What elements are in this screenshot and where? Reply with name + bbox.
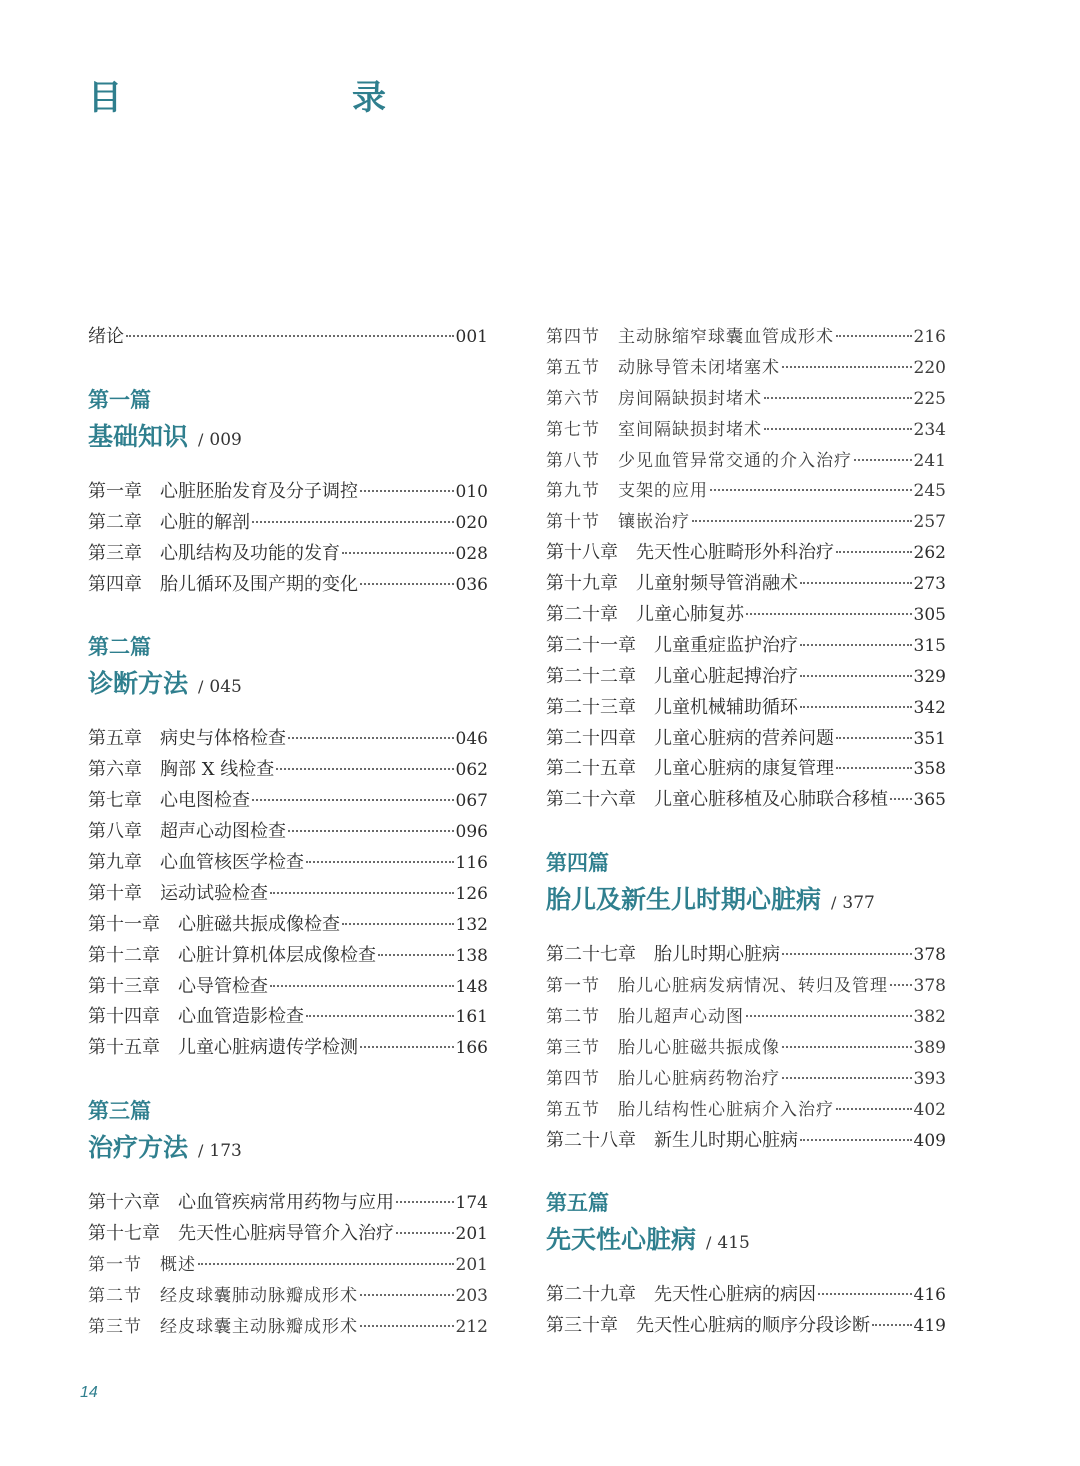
page-number: 14 [80,1384,98,1401]
spacer [88,1064,488,1094]
entry-title: 儿童心脏病的康复管理 [654,758,834,780]
entry-title: 儿童心脏移植及心肺联合移植 [654,789,888,811]
toc-chapter-entry[interactable] [88,910,488,941]
toc-chapter-entry[interactable] [546,724,946,755]
entry-page: 203 [455,1285,488,1306]
toc-chapter-entry[interactable] [88,322,488,353]
part-name-row [546,880,946,922]
toc-chapter-entry[interactable] [88,570,488,601]
dot-leader [692,520,912,522]
entry-page: 234 [913,419,946,440]
entry-number: 第十二章 [88,944,160,966]
spacer [546,1156,946,1186]
entry-page: 315 [913,635,946,656]
dot-leader [800,644,912,646]
part-separator: / [198,677,204,697]
entry-title: 先天性心脏畸形外科治疗 [636,542,834,564]
entry-page: 389 [913,1037,946,1058]
toc-section-entry[interactable] [88,1312,488,1343]
entry-page: 212 [455,1316,488,1337]
entry-page: 046 [455,729,488,750]
part-page: 045 [209,677,242,698]
entry-title: 经皮球囊肺动脉瓣成形术 [160,1285,358,1306]
dot-leader [360,1046,454,1048]
dot-leader [396,1201,454,1203]
entry-title: 病史与体格检查 [160,728,286,750]
entry-title: 胎儿时期心脏病 [654,944,780,966]
dot-leader [746,1015,912,1017]
entry-page: 132 [455,914,488,935]
part-name: 治疗方法 [88,1133,189,1163]
dot-leader [800,582,912,584]
entry-number: 第九章 [88,852,142,874]
entry-page: 393 [913,1068,946,1089]
entry-title: 主动脉缩窄球囊血管成形术 [618,327,834,347]
part-header [546,1186,946,1262]
part-name-row [88,1128,488,1170]
toc-section-entry[interactable] [546,415,946,446]
entry-number: 第二十七章 [546,944,636,966]
entry-title: 心血管疾病常用药物与应用 [178,1192,394,1214]
part-separator: / [198,1141,204,1161]
toc-chapter-entry[interactable] [88,724,488,755]
entry-title: 胎儿循环及围产期的变化 [160,573,358,595]
part-name-row [88,664,488,706]
dot-leader [378,954,454,956]
part-separator: / [198,429,204,449]
part-header [88,630,488,706]
toc-chapter-entry[interactable] [546,1280,946,1311]
entry-number: 第二十八章 [546,1129,636,1151]
entry-number: 第四节 [546,327,600,347]
entry-page: 416 [913,1285,946,1306]
entry-page: 257 [913,512,946,533]
dot-leader [360,1294,454,1296]
entry-title: 心电图检查 [160,790,250,812]
part-header [88,383,488,459]
entry-number: 第二十六章 [546,789,636,811]
toc-chapter-entry[interactable] [88,508,488,539]
dot-leader [270,892,454,894]
toc-chapter-entry[interactable] [546,754,946,785]
dot-leader [252,799,454,801]
entry-page: 305 [913,605,946,626]
toc-section-entry[interactable] [546,446,946,477]
page-title: 目 录 [88,78,440,118]
entry-number: 第二章 [88,511,142,533]
dot-leader [836,551,912,553]
toc-section-entry[interactable] [88,1281,488,1312]
entry-number: 第十章 [88,882,142,904]
dot-leader [836,767,912,769]
dot-leader [396,1232,454,1234]
entry-title: 胎儿心脏病发病情况、转归及管理 [618,976,888,997]
entry-number: 第一节 [546,976,600,997]
spacer [88,1170,488,1188]
entry-number: 第三节 [88,1316,142,1337]
entry-title: 儿童机械辅助循环 [654,696,798,718]
toc-chapter-entry[interactable] [546,693,946,724]
toc-chapter-entry[interactable] [546,1126,946,1157]
entry-number: 第二节 [546,1007,600,1028]
part-label: 第四篇 [546,850,609,876]
dot-leader [836,1108,912,1110]
entry-title: 儿童心脏病的营养问题 [654,727,834,749]
entry-title: 胎儿超声心动图 [618,1007,744,1028]
entry-number: 第十七章 [88,1223,160,1245]
entry-page: 262 [913,543,946,564]
dot-leader [360,490,454,492]
part-name: 诊断方法 [88,669,189,699]
entry-page: 001 [455,327,488,347]
entry-page: 402 [913,1099,946,1120]
entry-page: 382 [913,1007,946,1028]
part-page: 173 [209,1141,242,1162]
dot-leader [836,335,912,337]
entry-number: 第十五章 [88,1037,160,1059]
spacer [546,816,946,846]
entry-page: 138 [455,945,488,966]
dot-leader [854,459,912,461]
entry-number: 第三章 [88,542,142,564]
dot-leader [746,613,912,615]
entry-title: 儿童重症监护治疗 [654,634,798,656]
entry-title: 胎儿结构性心脏病介入治疗 [618,1099,834,1120]
toc-chapter-entry[interactable] [88,1002,488,1033]
entry-title: 支架的应用 [618,481,708,502]
entry-page: 351 [913,728,946,749]
toc-chapter-entry[interactable] [88,817,488,848]
entry-title: 心脏的解剖 [160,511,250,533]
toc-chapter-entry[interactable] [88,755,488,786]
entry-title: 胸部 X 线检查 [160,759,275,781]
entry-title: 儿童射频导管消融术 [636,573,798,595]
dot-leader [288,737,454,739]
entry-page: 273 [913,574,946,595]
entry-title: 运动试验检查 [160,882,268,904]
dot-leader [782,366,912,368]
entry-title: 先天性心脏病的顺序分段诊断 [636,1315,870,1337]
dot-leader [764,428,912,430]
toc-chapter-entry[interactable] [546,600,946,631]
entry-title: 儿童心肺复苏 [636,604,744,626]
toc-section-entry[interactable] [546,384,946,415]
entry-title: 概述 [160,1255,196,1276]
entry-number: 第七节 [546,419,600,440]
part-header [88,1094,488,1170]
dot-leader [342,552,454,554]
entry-title: 房间隔缺损封堵术 [618,388,762,409]
entry-page: 036 [455,574,488,595]
entry-number: 第八章 [88,821,142,843]
entry-number: 第九节 [546,481,600,502]
entry-title: 胎儿心脏病药物治疗 [618,1068,780,1089]
toc-chapter-entry[interactable] [546,569,946,600]
entry-title: 心血管核医学检查 [160,852,304,874]
dot-leader [872,1324,912,1326]
entry-title: 心导管检查 [178,975,268,997]
entry-number: 第四章 [88,573,142,595]
entry-page: 419 [913,1316,946,1337]
entry-number: 第一节 [88,1255,142,1276]
dot-leader [836,737,912,739]
entry-title: 心脏胚胎发育及分子调控 [160,480,358,502]
entry-page: 358 [913,759,946,780]
part-label: 第三篇 [88,1098,151,1124]
entry-page: 241 [913,450,946,471]
toc-section-entry[interactable] [546,1033,946,1064]
entry-title: 儿童心脏起搏治疗 [654,665,798,687]
entry-number: 第二十五章 [546,758,636,780]
entry-page: 245 [913,481,946,502]
entry-title: 绪论 [88,326,124,347]
part-name-row [546,1220,946,1262]
entry-page: 378 [913,976,946,997]
entry-number: 第二十章 [546,604,618,626]
dot-leader [342,923,454,925]
entry-number: 第五节 [546,357,600,378]
dot-leader [782,1077,912,1079]
toc-chapter-entry[interactable] [88,786,488,817]
spacer [88,353,488,383]
toc-chapter-entry[interactable] [88,848,488,879]
entry-title: 新生儿时期心脏病 [654,1129,798,1151]
entry-page: 010 [455,481,488,502]
entry-title: 心肌结构及功能的发育 [160,542,340,564]
spacer [546,922,946,940]
spacer [88,706,488,724]
entry-number: 第六节 [546,388,600,409]
toc-chapter-entry[interactable] [546,785,946,816]
entry-title: 心血管造影检查 [178,1006,304,1028]
toc-chapter-entry[interactable] [88,477,488,508]
part-label: 第一篇 [88,386,151,412]
entry-title: 室间隔缺损封堵术 [618,419,762,440]
entry-number: 第三节 [546,1037,600,1058]
toc-chapter-entry[interactable] [88,879,488,910]
dot-leader [782,1046,912,1048]
dot-leader [764,397,912,399]
part-separator: / [831,893,837,913]
entry-page: 028 [455,543,488,564]
part-name: 胎儿及新生儿时期心脏病 [546,885,822,915]
toc-chapter-entry[interactable] [88,539,488,570]
entry-number: 第二十二章 [546,665,636,687]
dot-leader [198,1263,454,1265]
entry-title: 动脉导管未闭堵塞术 [618,357,780,378]
entry-number: 第十四章 [88,1006,160,1028]
entry-page: 201 [455,1224,488,1245]
part-page: 009 [209,429,242,450]
entry-number: 第七章 [88,790,142,812]
entry-page: 220 [913,357,946,378]
dot-leader [306,1015,454,1017]
dot-leader [276,768,453,770]
toc-chapter-entry[interactable] [546,1311,946,1342]
part-name-row [88,417,488,459]
entry-page: 174 [455,1193,488,1214]
entry-title: 先天性心脏病导管介入治疗 [178,1223,394,1245]
toc-chapter-entry[interactable] [546,940,946,971]
toc-chapter-entry[interactable] [88,1033,488,1064]
entry-page: 062 [455,760,488,781]
entry-title: 经皮球囊主动脉瓣成形术 [160,1316,358,1337]
dot-leader [710,489,912,491]
dot-leader [126,335,454,337]
dot-leader [360,583,454,585]
part-page: 377 [842,893,875,914]
entry-number: 第五节 [546,1099,600,1120]
toc-chapter-entry[interactable] [88,1219,488,1250]
toc-section-entry[interactable] [546,353,946,384]
entry-number: 第八节 [546,450,600,471]
entry-page: 148 [455,976,488,997]
toc-right-column [546,322,946,1342]
entry-number: 第二十一章 [546,634,636,656]
toc-section-entry[interactable] [546,322,946,353]
entry-page: 409 [913,1130,946,1151]
entry-title: 心脏磁共振成像检查 [178,913,340,935]
part-label: 第五篇 [546,1190,609,1216]
part-label: 第二篇 [88,634,151,660]
entry-number: 第十节 [546,512,600,533]
toc-section-entry[interactable] [546,476,946,507]
entry-page: 161 [455,1007,488,1028]
entry-page: 067 [455,791,488,812]
toc-chapter-entry[interactable] [88,1188,488,1219]
spacer [88,459,488,477]
entry-page: 116 [455,853,488,874]
entry-page: 216 [913,327,946,347]
entry-number: 第十三章 [88,975,160,997]
toc-chapter-entry[interactable] [546,662,946,693]
dot-leader [890,984,912,986]
entry-number: 第二十九章 [546,1284,636,1306]
entry-title: 镶嵌治疗 [618,512,690,533]
dot-leader [252,521,454,523]
entry-title: 儿童心脏病遗传学检测 [178,1037,358,1059]
entry-number: 第十六章 [88,1192,160,1214]
entry-page: 329 [913,666,946,687]
dot-leader [782,953,912,955]
entry-number: 第六章 [88,759,142,781]
toc-chapter-entry[interactable] [546,631,946,662]
entry-number: 第二十四章 [546,727,636,749]
entry-page: 225 [913,388,946,409]
entry-number: 第二节 [88,1285,142,1306]
dot-leader [890,798,912,800]
toc-section-entry[interactable] [546,1095,946,1126]
entry-page: 365 [913,790,946,811]
entry-title: 先天性心脏病的病因 [654,1284,816,1306]
toc-section-entry[interactable] [546,971,946,1002]
toc-chapter-entry[interactable] [546,538,946,569]
dot-leader [818,1293,912,1295]
dot-leader [800,1139,912,1141]
entry-number: 第四节 [546,1068,600,1089]
spacer [546,1262,946,1280]
dot-leader [360,1325,454,1327]
dot-leader [800,706,912,708]
part-header [546,846,946,922]
dot-leader [270,985,454,987]
entry-page: 342 [913,697,946,718]
entry-page: 378 [913,945,946,966]
toc-left-column [88,322,488,1343]
entry-page: 126 [455,883,488,904]
toc-section-entry[interactable] [546,1064,946,1095]
toc-section-entry[interactable] [546,507,946,538]
entry-number: 第十一章 [88,913,160,935]
entry-number: 第十八章 [546,542,618,564]
toc-chapter-entry[interactable] [88,941,488,972]
entry-title: 胎儿心脏磁共振成像 [618,1037,780,1058]
entry-page: 096 [455,822,488,843]
spacer [88,600,488,630]
part-name: 基础知识 [88,421,189,451]
dot-leader [288,830,454,832]
entry-number: 第五章 [88,728,142,750]
toc-section-entry[interactable] [88,1250,488,1281]
entry-page: 166 [455,1038,488,1059]
entry-title: 超声心动图检查 [160,821,286,843]
dot-leader [306,861,454,863]
entry-page: 020 [455,512,488,533]
entry-number: 第十九章 [546,573,618,595]
part-page: 415 [717,1233,750,1254]
toc-chapter-entry[interactable] [88,972,488,1003]
dot-leader [800,675,912,677]
entry-number: 第二十三章 [546,696,636,718]
entry-number: 第一章 [88,480,142,502]
toc-section-entry[interactable] [546,1002,946,1033]
entry-page: 201 [455,1255,488,1276]
part-separator: / [706,1233,712,1253]
entry-number: 第三十章 [546,1315,618,1337]
part-name: 先天性心脏病 [546,1225,697,1255]
entry-title: 心脏计算机体层成像检查 [178,944,376,966]
entry-title: 少见血管异常交通的介入治疗 [618,450,852,471]
